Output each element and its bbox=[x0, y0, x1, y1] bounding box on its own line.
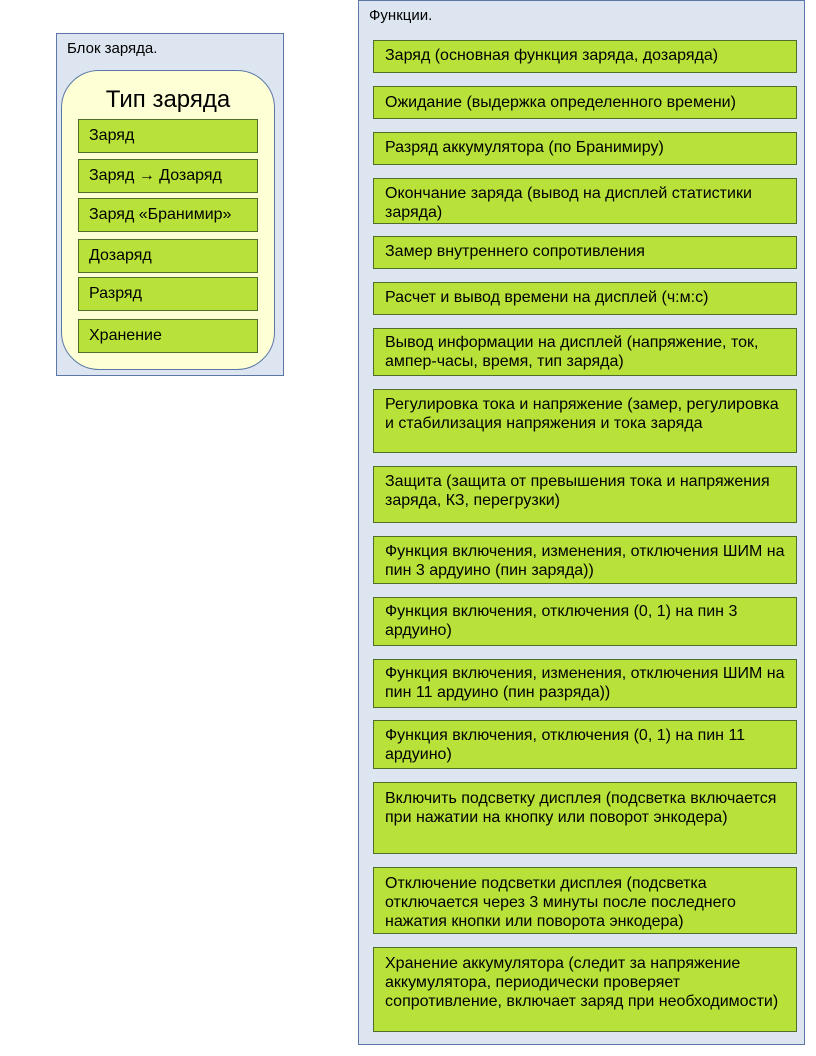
charge-block-panel bbox=[56, 33, 284, 376]
function-box: Вывод информации на дисплей (напряжение, ток, ампер-часы, время, тип заряда) bbox=[373, 328, 797, 376]
charge-type-box: Разряд bbox=[78, 277, 258, 311]
charge-type-box: Заряд → Дозаряд bbox=[78, 159, 258, 193]
function-box: Отключение подсветки дисплея (подсветка отключается через 3 минуты после последнего нажатия кнопки или поворота энкодера) bbox=[373, 867, 797, 934]
charge-block-title: Блок заряда. bbox=[67, 40, 158, 57]
function-box: Расчет и вывод времени на дисплей (ч:м:с) bbox=[373, 282, 797, 315]
charge-type-group bbox=[61, 70, 275, 370]
functions-panel bbox=[358, 0, 805, 1045]
function-box: Замер внутреннего сопротивления bbox=[373, 236, 797, 269]
charge-type-box: Хранение bbox=[78, 319, 258, 353]
function-box: Регулировка тока и напряжение (замер, регулировка и стабилизация напряжения и тока заряда bbox=[373, 389, 797, 453]
function-box: Функция включения, отключения (0, 1) на пин 3 ардуино) bbox=[373, 597, 797, 646]
function-box: Разряд аккумулятора (по Бранимиру) bbox=[373, 132, 797, 165]
function-box: Ожидание (выдержка определенного времени) bbox=[373, 86, 797, 119]
functions-title: Функции. bbox=[369, 7, 433, 24]
charge-type-box: Заряд «Бранимир» bbox=[78, 198, 258, 232]
function-box: Функция включения, изменения, отключения ШИМ на пин 3 ардуино (пин заряда)) bbox=[373, 536, 797, 584]
function-box: Функция включения, отключения (0, 1) на пин 11 ардуино) bbox=[373, 720, 797, 769]
function-box: Окончание заряда (вывод на дисплей статистики заряда) bbox=[373, 178, 797, 224]
function-box: Защита (защита от превышения тока и напряжения заряда, КЗ, перегрузки) bbox=[373, 466, 797, 523]
function-box: Хранение аккумулятора (следит за напряжение аккумулятора, периодически проверяет сопротивление, включает заряд при необходимости) bbox=[373, 947, 797, 1032]
function-box: Функция включения, изменения, отключения ШИМ на пин 11 ардуино (пин разряда)) bbox=[373, 659, 797, 708]
charge-type-box: Дозаряд bbox=[78, 239, 258, 273]
function-box: Заряд (основная функция заряда, дозаряда) bbox=[373, 40, 797, 73]
charge-type-box: Заряд bbox=[78, 119, 258, 153]
function-box: Включить подсветку дисплея (подсветка включается при нажатии на кнопку или поворот энкодера) bbox=[373, 782, 797, 854]
charge-type-title: Тип заряда bbox=[105, 86, 231, 113]
